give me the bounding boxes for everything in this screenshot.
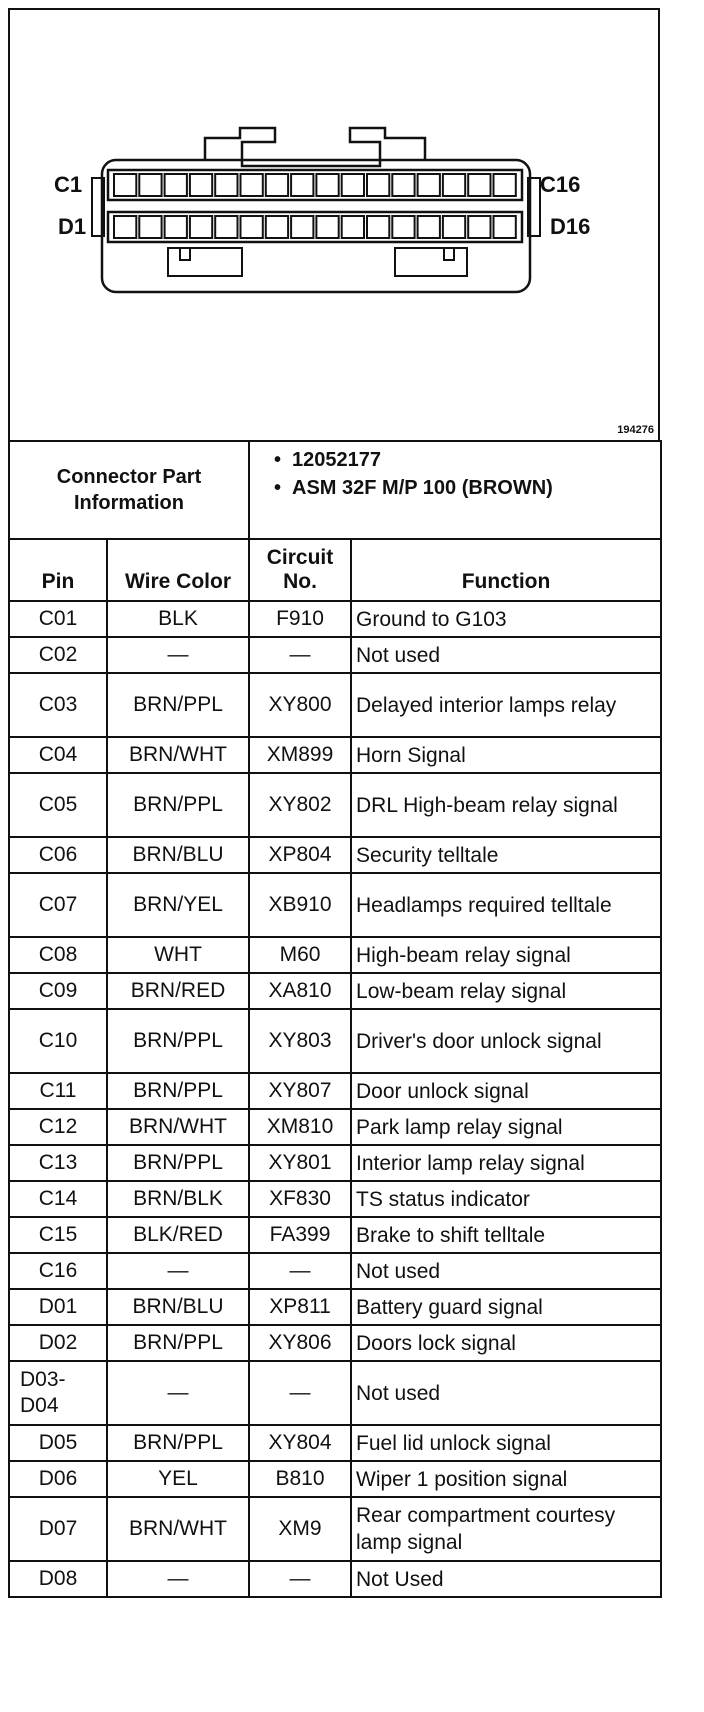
table-row — [9, 773, 661, 837]
pin-cell: C16 — [9, 1253, 107, 1289]
wire-color-cell: BRN/WHT — [107, 1497, 249, 1561]
table-row — [9, 1289, 661, 1325]
table-row — [9, 1325, 661, 1361]
table-row — [9, 837, 661, 873]
circuit-cell: XF830 — [249, 1181, 351, 1217]
cavity-d2 — [139, 216, 161, 238]
table-row — [9, 937, 661, 973]
cavity-c11 — [367, 174, 389, 196]
function-cell: TS status indicator — [351, 1181, 661, 1217]
connector-info-row — [9, 441, 661, 539]
function-cell: Security telltale — [351, 837, 661, 873]
cavity-c7 — [266, 174, 288, 196]
cavity-c5 — [215, 174, 237, 196]
function-cell: Brake to shift telltale — [351, 1217, 661, 1253]
function-cell: Fuel lid unlock signal — [351, 1425, 661, 1461]
table-row — [9, 737, 661, 773]
cavity-d11 — [367, 216, 389, 238]
table-row — [9, 1461, 661, 1497]
wire-color-cell: WHT — [107, 937, 249, 973]
circuit-cell: — — [249, 637, 351, 673]
pin-cell: C07 — [9, 873, 107, 937]
function-cell: Driver's door unlock signal — [351, 1009, 661, 1073]
circuit-cell: XA810 — [249, 973, 351, 1009]
pin-cell: C06 — [9, 837, 107, 873]
circuit-cell: M60 — [249, 937, 351, 973]
cavity-d12 — [392, 216, 414, 238]
cavity-d10 — [342, 216, 364, 238]
wire-color-cell: — — [107, 1253, 249, 1289]
pin-cell: C03 — [9, 673, 107, 737]
circuit-cell: XY803 — [249, 1009, 351, 1073]
function-cell: Park lamp relay signal — [351, 1109, 661, 1145]
cavity-c10 — [342, 174, 364, 196]
wire-color-cell: BRN/BLU — [107, 1289, 249, 1325]
wire-color-cell: BRN/BLU — [107, 837, 249, 873]
cavity-d9 — [316, 216, 338, 238]
pin-label-d1: D1 — [58, 214, 87, 239]
figure-number: 194276 — [617, 424, 654, 436]
circuit-cell: XB910 — [249, 873, 351, 937]
table-row — [9, 1497, 661, 1561]
function-cell: Not Used — [351, 1561, 661, 1597]
table-row — [9, 1145, 661, 1181]
wire-color-cell: BRN/RED — [107, 973, 249, 1009]
function-cell: Low-beam relay signal — [351, 973, 661, 1009]
circuit-cell: XY806 — [249, 1325, 351, 1361]
function-cell: Wiper 1 position signal — [351, 1461, 661, 1497]
table-row — [9, 601, 661, 637]
cavity-c16 — [494, 174, 516, 196]
function-cell: Not used — [351, 637, 661, 673]
pin-cell: C13 — [9, 1145, 107, 1181]
wire-color-cell: BRN/PPL — [107, 673, 249, 737]
wire-color-cell: YEL — [107, 1461, 249, 1497]
circuit-cell: XY807 — [249, 1073, 351, 1109]
circuit-cell: XP811 — [249, 1289, 351, 1325]
connector-assembly: • ASM 32F M/P 100 (BROWN) — [274, 474, 652, 502]
cavity-c12 — [392, 174, 414, 196]
wire-color-cell: BLK/RED — [107, 1217, 249, 1253]
circuit-cell: B810 — [249, 1461, 351, 1497]
wire-color-cell: BRN/YEL — [107, 873, 249, 937]
wire-color-cell: BRN/PPL — [107, 1425, 249, 1461]
cavity-c14 — [443, 174, 465, 196]
pin-label-c1: C1 — [54, 172, 83, 197]
function-cell: Interior lamp relay signal — [351, 1145, 661, 1181]
function-cell: Battery guard signal — [351, 1289, 661, 1325]
circuit-cell: FA399 — [249, 1217, 351, 1253]
wire-color-cell: BRN/PPL — [107, 1009, 249, 1073]
pin-cell: D08 — [9, 1561, 107, 1597]
wire-color-cell: BRN/PPL — [107, 1325, 249, 1361]
connector-diagram — [8, 8, 660, 440]
function-cell: Not used — [351, 1361, 661, 1425]
pin-cell: C05 — [9, 773, 107, 837]
wire-color-cell: — — [107, 637, 249, 673]
table-row — [9, 1561, 661, 1597]
circuit-cell: — — [249, 1561, 351, 1597]
pin-cell: C04 — [9, 737, 107, 773]
cavity-d14 — [443, 216, 465, 238]
table-row — [9, 1361, 661, 1425]
function-cell: Doors lock signal — [351, 1325, 661, 1361]
circuit-cell: XM810 — [249, 1109, 351, 1145]
cavity-d7 — [266, 216, 288, 238]
pin-cell: D02 — [9, 1325, 107, 1361]
function-cell: Rear compartment courtesy lamp signal — [351, 1497, 661, 1561]
header-row — [9, 539, 661, 601]
table-row — [9, 1253, 661, 1289]
circuit-cell: — — [249, 1253, 351, 1289]
pin-cell: D03-D04 — [9, 1361, 107, 1425]
wire-color-cell: BRN/BLK — [107, 1181, 249, 1217]
cavity-d15 — [468, 216, 490, 238]
cavity-c3 — [165, 174, 187, 196]
connector-info-list — [249, 441, 661, 539]
col-wire-color: Wire Color — [107, 539, 249, 601]
pin-cell: D07 — [9, 1497, 107, 1561]
table-row — [9, 1009, 661, 1073]
wire-color-cell: BRN/PPL — [107, 773, 249, 837]
pin-cell: C02 — [9, 637, 107, 673]
cavity-d5 — [215, 216, 237, 238]
circuit-cell: XY801 — [249, 1145, 351, 1181]
table-row — [9, 1425, 661, 1461]
pin-label-c16: C16 — [540, 172, 581, 197]
function-cell: DRL High-beam relay signal — [351, 773, 661, 837]
pin-cell: C15 — [9, 1217, 107, 1253]
function-cell: Headlamps required telltale — [351, 873, 661, 937]
pin-cell: C10 — [9, 1009, 107, 1073]
table-row — [9, 973, 661, 1009]
cavity-d8 — [291, 216, 313, 238]
cavity-c13 — [418, 174, 440, 196]
circuit-cell: XM9 — [249, 1497, 351, 1561]
table-row — [9, 1181, 661, 1217]
table-row — [9, 1109, 661, 1145]
pin-cell: C08 — [9, 937, 107, 973]
cavity-d13 — [418, 216, 440, 238]
cavity-c15 — [468, 174, 490, 196]
wire-color-cell: — — [107, 1561, 249, 1597]
circuit-cell: F910 — [249, 601, 351, 637]
circuit-cell: XY800 — [249, 673, 351, 737]
wire-color-cell: BRN/PPL — [107, 1073, 249, 1109]
circuit-cell: — — [249, 1361, 351, 1425]
table-row — [9, 873, 661, 937]
cavity-d1 — [114, 216, 136, 238]
pin-cell: C11 — [9, 1073, 107, 1109]
pin-cell: C01 — [9, 601, 107, 637]
wire-color-cell: BLK — [107, 601, 249, 637]
function-cell: Not used — [351, 1253, 661, 1289]
col-circuit: Circuit No. — [249, 539, 351, 601]
circuit-cell: XP804 — [249, 837, 351, 873]
wire-color-cell: — — [107, 1361, 249, 1425]
cavity-d6 — [241, 216, 263, 238]
connector-info-header: Connector Part Information — [9, 441, 249, 539]
circuit-cell: XM899 — [249, 737, 351, 773]
function-cell: Horn Signal — [351, 737, 661, 773]
pin-cell: C12 — [9, 1109, 107, 1145]
pin-label-d16: D16 — [550, 214, 591, 239]
function-cell: Ground to G103 — [351, 601, 661, 637]
wire-color-cell: BRN/PPL — [107, 1145, 249, 1181]
pin-cell: C09 — [9, 973, 107, 1009]
function-cell: Door unlock signal — [351, 1073, 661, 1109]
pin-cell: D06 — [9, 1461, 107, 1497]
wire-color-cell: BRN/WHT — [107, 737, 249, 773]
cavity-d3 — [165, 216, 187, 238]
cavity-d4 — [190, 216, 212, 238]
table-row — [9, 673, 661, 737]
cavity-c4 — [190, 174, 212, 196]
connector-table — [8, 440, 662, 1598]
connector-part-number: • 12052177 — [274, 446, 652, 474]
cavity-c1 — [114, 174, 136, 196]
table-row — [9, 1073, 661, 1109]
cavity-d16 — [494, 216, 516, 238]
circuit-cell: XY802 — [249, 773, 351, 837]
cavity-c9 — [316, 174, 338, 196]
table-row — [9, 1217, 661, 1253]
function-cell: High-beam relay signal — [351, 937, 661, 973]
connector-sheet — [8, 8, 660, 1598]
circuit-cell: XY804 — [249, 1425, 351, 1461]
wire-color-cell: BRN/WHT — [107, 1109, 249, 1145]
cavity-c2 — [139, 174, 161, 196]
col-function: Function — [351, 539, 661, 601]
cavity-c6 — [241, 174, 263, 196]
cavity-c8 — [291, 174, 313, 196]
pin-cell: D05 — [9, 1425, 107, 1461]
function-cell: Delayed interior lamps relay — [351, 673, 661, 737]
pin-cell: D01 — [9, 1289, 107, 1325]
table-row — [9, 637, 661, 673]
pin-cell: C14 — [9, 1181, 107, 1217]
col-pin: Pin — [9, 539, 107, 601]
